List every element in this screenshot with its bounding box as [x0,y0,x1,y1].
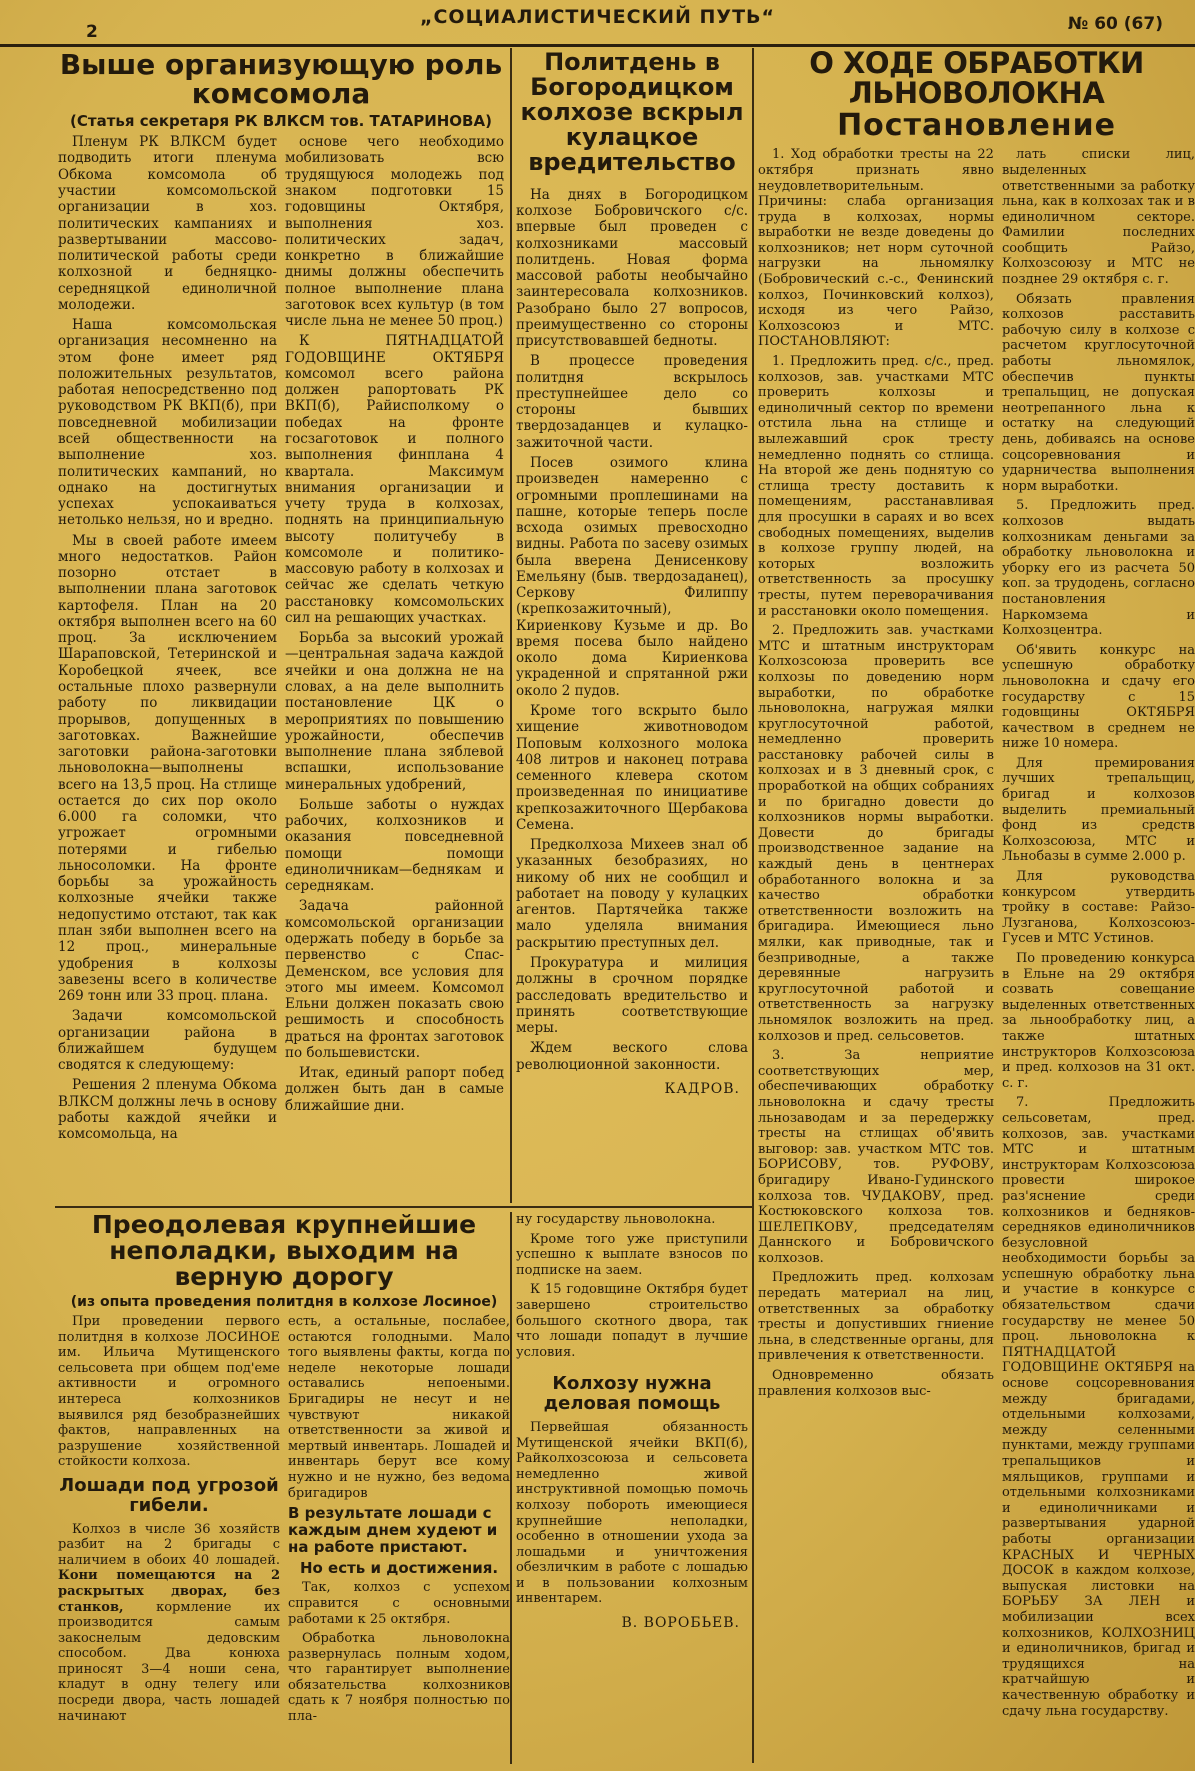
article-overcoming [58,1212,510,1764]
column-rule [510,1212,512,1764]
paragraph: 7. Предложить сельсоветам, пред. колхозов, зав. участками МТС и штатным инструкторам Колхозсоюза провести широкое раз'яснение среди колхозников и бедняков-середняков единоличников безусловной необходимости борьбы за успешную обработку льна и участие в конкурсе с обязательством сдачи государству не менее 50 проц. льноволокна к ПЯТНАДЦАТОЙ ГОДОВЩИНЕ ОКТЯБРЯ на основе соцсоревнования между бригадами, отдельными колхозами, между селенными пунктами, между группами трепальщиков и мяльщиков, группами и отдельными колхозниками и единоличниками и развертывания ударной работы организации КРАСНЫХ И ЧЕРНЫХ ДОСОК в каждом колхозе, выпуская листовки на БОРЬБУ ЗА ЛЕН и мобилизации всех колхозников, КОЛХОЗНИЦ и единоличников, бригад и трудящихся на кратчайшую и качественную обработку и сдачу льна государству. [1001,1095,1195,1719]
paragraph: Об'явить конкурс на успешную обработку льноволокна и сдачу его государству с 15 годовщины ОКТЯБРЯ качеством в среднем не ниже 10 номера. [1001,642,1195,752]
paragraph: 5. Предложить пред. колхозов выдать колхозникам деньгами за обработку льноволокна и уборку его из расчета 50 коп. за трудодень, согласно постановления Наркомзема и Колхозцентра. [1001,498,1195,639]
paragraph: 1. Предложить пред. с/с., пред. колхозов, зав. участками МТС проверить колхозы и единоличный сектор по времени отстила льна на стлище и вылежавший срок тресту немедленно поднять со стлища. На второй же день поднятую со стлища тресту доставить к помещениям, расстанавливая для просушки в сараях и во всех свободных помещениях, выделив в колхозе группу людей, на которых возложить ответственность за просушку тресты, путем переворачивания и расстановки около помещения. [758,354,994,619]
article-column [58,134,277,1146]
newspaper-title: „СОЦИАЛИСТИЧЕСКИЙ ПУТЬ“ [419,6,775,28]
paragraph: Задачи комсомольской организации района в ближайшем будущем сводятся к следующему: [58,1008,277,1074]
article-column [758,147,994,1723]
article-politden [516,50,748,1200]
column-rule [510,48,512,1203]
paragraph: Обработка льноволокна развернулась полным ходом, что гарантирует выполнение обязательства колхозников сдать к 7 ноября полностью по пла- [288,1631,510,1725]
article-overcoming-continued [516,1212,748,1764]
article-body [516,187,748,1073]
paragraph: 1. Ход обработки тресты на 22 октября признать явно неудовлетворительным. Причины: слаба организация труда в колхозах, нормы выработки не везде доведены до колхозников; нет норм суточной нагрузки на льномялку (Бобровический с.-с., Фенинский колхоз, Починковский колхоз), исходя из чего Райзо, Колхозсоюз и МТС. ПОСТАНОВЛЯЮТ: [758,147,994,350]
paragraph: Кроме того вскрыто было хищение животноводом Поповым колхозного молока 408 литров и наконец потрава семенного клевера скотом произведенная по инициативе крепкозажиточного Щербакова Семена. [516,703,748,833]
paragraph [58,1522,280,1725]
article-column [285,134,504,1146]
article-column [516,1212,748,1607]
paragraph: Итак, единый рапорт побед должен быть дан в самые ближайшие дни. [285,1065,504,1114]
article-subtitle: (Статья секретаря РК ВЛКСМ тов. ТАТАРИНОВА) [70,112,492,131]
article-subtitle: (из опыта проведения политдня в колхозе Лосиное) [70,1294,498,1310]
paragraph: Посев озимого клина произведен намеренно с огромными проплешинами на пашне, которые теперь после всхода озимых превосходно видны. Работа по засеву озимых была вверена Денисенкову Емельяну (быв. твердозаданец), Серкову Филиппу (крепкозажиточный), Кириенкову Кузьме и др. Во время посева было найдено около дома Кириенкова украденной и спрятанной ржи около 2 пудов. [516,455,748,699]
column-rule [752,48,754,1763]
paragraph: лать списки лиц, выделенных ответственными за работку льна, как в колхозах так и в единоличном секторе. Фамилии последних сообщить Райзо, Колхозсоюзу и МТС не позднее 29 октября с. г. [1001,147,1195,288]
paragraph-tail: кормление их производится самым закоснелым дедовским способом. Два конюха приносят 3—4 ноши сена, кладут в одну телегу или посреди двора, часть лошадей начинают [58,1599,280,1724]
paragraph-lead: Колхоз в числе 36 хозяйств разбит на 2 бригады с наличием в обоих 40 лошадей. [58,1521,280,1568]
paragraph: Одновременно обязать правления колхозов выс- [758,1368,994,1399]
issue-number: № 60 (67) [1067,14,1163,34]
paragraph: Кроме того уже приступили успешно к выплате взносов по подписке на заем. [516,1231,748,1278]
paragraph: Решения 2 пленума Обкома ВЛКСМ должны лечь в основу работы каждой ячейки и комсомольца, на [58,1077,277,1143]
paragraph: Для руководства конкурсом утвердить тройку в составе: Райзо-Лузганова, Колхозсоюз-Гусев и МТС Устинов. [1001,869,1195,947]
article-flax-resolution [758,48,1195,1764]
paragraph: Задача районной комсомольской организации одержать победу в борьбе за первенство с Спас-Деменском, все условия для этого мы имеем. Комсомол Ельни должен показать свою решимость и способность драться на фронтах заготовок по большевистски. [285,898,504,1061]
paragraph: 3. За неприятие соответствующих мер, обеспечивающих обработку льноволокна и сдачу тресты льнозаводам и за передержку тресты на стлищах об'явить выговор: зав. участком МТС тов. БОРИСОВУ, тов. РУФОВУ, бригадиру Ивано-Гудинского колхоза тов. ЧУДАКОВУ, пред. Костюковского колхоза тов. ШЕЛЕПКОВУ, председателям Даннского и Бобровичского колхозов. [758,1048,994,1266]
paragraph: Мы в своей работе имеем много недостатков. Район позорно отстает в выполнении плана заготовок картофеля. План на 20 октября выполнен всего на 60 проц. За исключением Шараповской, Тетеринской и Коробецкой ячеек, все остальные плохо развернули работу по ликвидации прорывов, допущенных в заготовках. Важнейшие заготовки района-заготовки льноволокна—выполнены всего на 13,5 проц. На стлище остается до сих пор около 6.000 га соломки, что угрожает огромными потерями и гибелью льносоломки. На фронте борьбы за урожайность колхозные ячейки также недопустимо отстают, так как план зяби выполнен всего на 12 проц., минеральные удобрения в колхозы завезены всего в количестве 269 тонн или 33 проц. плана. [58,532,277,1005]
paragraph: Борьба за высокий урожай—центральная задача каждой ячейки и она должна не на словах, а на деле выполнить постановление ЦК о мероприятиях по повышению урожайности, обеспечив выполнение плана зяблевой вспашки, использование минеральных удобрений, [285,630,504,793]
subheading: Но есть и достижения. [299,1558,499,1577]
paragraph: Ждем веского слова революционной законности. [516,1040,748,1073]
paragraph: По проведению конкурса в Ельне на 29 октября созвать совещание выделенных ответственных за льнообработку лиц, а также штатных инструкторов Колхозсоюза и пред. колхозов на 31 окт. с. г. [1001,951,1195,1091]
article-komsomol [58,50,504,1200]
paragraph: Предложить пред. колхозам передать материал на лиц, ответственных за обработку тресты и допустивших гниение льна, в следственные органы, для привлечения к ответственности. [758,1270,994,1364]
masthead [0,0,1195,47]
section-rule [55,1206,752,1208]
paragraph: На днях в Богородицком колхозе Бобровичского с/с. впервые был проведен с колхозниками массовый политдень. Новая форма массовой работы необычайно заинтересовала колхозников. Разобрано было 27 вопросов, преимущественно со стороны присутствовавшей бедноты. [516,186,748,350]
paragraph: Предколхоза Михеев знал об указанных безобразиях, но никому об них не сообщил и работает на поводу у кулацких агентов. Партячейка также мало уделяла внимания раскрытию преступных дел. [516,837,748,951]
subheading: Лошади под угрозой гибели. [59,1474,279,1516]
paragraph: Наша комсомольская организация несомненно на этом фоне имеет ряд положительных результатов, работая непосредственно под руководством РК ВКП(б), при повседневной мобилизации всей общественности на выполнение хоз. политических кампаний, но однако на достигнутых успехах успокаиваться нетолько нельзя, но и вредно. [58,317,277,529]
article-title: Выше организующую роль комсомола [59,50,503,111]
article-title: Политдень в Богородицком колхозе вскрыл кулацкое вредительство [520,50,744,176]
paragraph: есть, а остальные, послабее, остаются голодными. Мало того выявлены факты, когда по неделе некоторые лошади оставались непоеными. Бригадиры не несут и не чувствуют никакой ответственности за живой и мертвый инвентарь. Лошадей и инвентарь берут все кому нужно и не нужно, без ведома бригадиров [288,1314,510,1501]
subheading: Колхозу нужна деловая помощь [543,1373,721,1415]
paragraph: 2. Предложить зав. участками МТС и штатным инструкторам Колхозсоюза проверить все колхозы по доведению норм выработки, по обработке льноволокна, нагружая мялки круглосуточной работой, немедленно проверить расстановку рабочей силы в колхозах и в 3 дневный срок, с проработкой на общих собраниях и по бригадно довести до колхозников нормы выработки. Довести до бригады производственное задание на каждый день в центнерах обработанного волокна и за качество обработки ответственности возложить на бригадира. Имеющиеся льно мялки, как приводные, так и безприводные, а также деревянные нагрузить круглосуточной работой и ответственность за нагрузку льномялок возложить на пред. колхозов и пред. сельсоветов. [758,623,994,1044]
article-title: Преодолевая крупнейшие неполадки, выходим на верную дорогу [91,1212,477,1291]
page-number: 2 [86,22,98,42]
paragraph: Обязать правления колхозов расставить рабочую силу в колхозе с расчетом круглосуточной работы льномялок, обеспечив пункты трепальщиц, не допуская неотрепанного льна к остатку на следующий день, добиваясь на основе соцсоревнования и ударничества выполнения норм выработки. [1001,291,1195,494]
paragraph: основе чего необходимо мобилизовать всю трудящуюся молодежь под знаком подготовки 15 годовщины Октября, выполнения хоз. политических задач, конкретно в ближайшие днимы должны обеспечить полное выполнение плана заготовок всех культур (в том числе льна не менее 50 проц.) [285,134,504,330]
paragraph: Для премирования лучших трепальщиц, бригад и колхозов выделить премиальный фонд из средств Колхозсоюза, МТС и Льнобазы в сумме 2.000 р. [1001,755,1195,865]
paragraph: Больше заботы о нуждах рабочих, колхозников и оказания повседневной помощи помощи единоличникам—беднякам и середнякам. [285,796,504,895]
article-subtitle: Постановление [837,108,1116,144]
paragraph: При проведении первого политдня в колхозе ЛОСИНОЕ им. Ильича Мутищенского сельсовета при общем под'еме активности и огромного интереса колхозников выявился ряд безобразнейших фактов, направленных на разрушение хозяйственной стойкости колхоза. [58,1314,280,1470]
article-column [58,1314,280,1729]
article-author: В. ВОРОБЬЕВ. [621,1615,740,1632]
paragraph: Пленум РК ВЛКСМ будет подводить итоги пленума Обкома комсомола об участии комсомольской организации в хоз. политических кампаниях и развертывании массово-политической работы среди колхозной и бедняцко-середняцкой единоличной молодежи. [58,134,277,313]
paragraph: К 15 годовщине Октября будет завершено строительство большого скотного двора, так что лошади попадут в лучшие условия. [516,1282,748,1360]
paragraph: В процессе проведения политдня вскрылось преступнейшее дело со стороны бывших твердозаданцев и кулацко-зажиточной части. [516,353,748,451]
subheading: В результате лошади с каждым днем худеют и на работе пристают. [288,1504,498,1556]
paragraph: Первейшая обязанность Мутищенской ячейки ВКП(б), Райколхозсоюза и сельсовета немедленно живой инструктивной помощью помочь колхозу побороть имеющиеся крупнейшие неполадки, особенно в отношении ухода за лошадьми и уничтожения обезличким в работе с лошадью и в пользовании колхозным инвентарем. [516,1419,748,1607]
article-column [288,1314,510,1729]
paragraph-emphasis: Кони помещаются на 2 раскрытых дворах, без станков, [58,1568,280,1615]
paragraph: Прокуратура и милиция должны в срочном порядке расследовать вредительство и принять соответствующие меры. [516,954,748,1037]
paragraph: ну государству льноволокна. [516,1212,716,1227]
article-title: О ХОДЕ ОБРАБОТКИ ЛЬНОВОЛОКНА [809,48,1144,111]
article-column [1002,147,1195,1723]
article-author: КАДРОВ. [664,1080,740,1097]
paragraph: К ПЯТНАДЦАТОЙ ГОДОВЩИНЕ ОКТЯБРЯ комсомол всего района должен рапортовать РК ВКП(б), Райисполкому о победах на фронте госзаготовок и полного выполнения финплана 4 квартала. Максимум внимания организации и учету труда в колхозах, поднять на принципиальную высоту политучебу в комсомоле и политико-массовую работу в колхозах и сейчас же сделать четкую расстановку комсомольских сил на решающих участках. [285,333,504,626]
paragraph: Так, колхоз с успехом справится с основными работами к 25 октября. [288,1580,510,1627]
